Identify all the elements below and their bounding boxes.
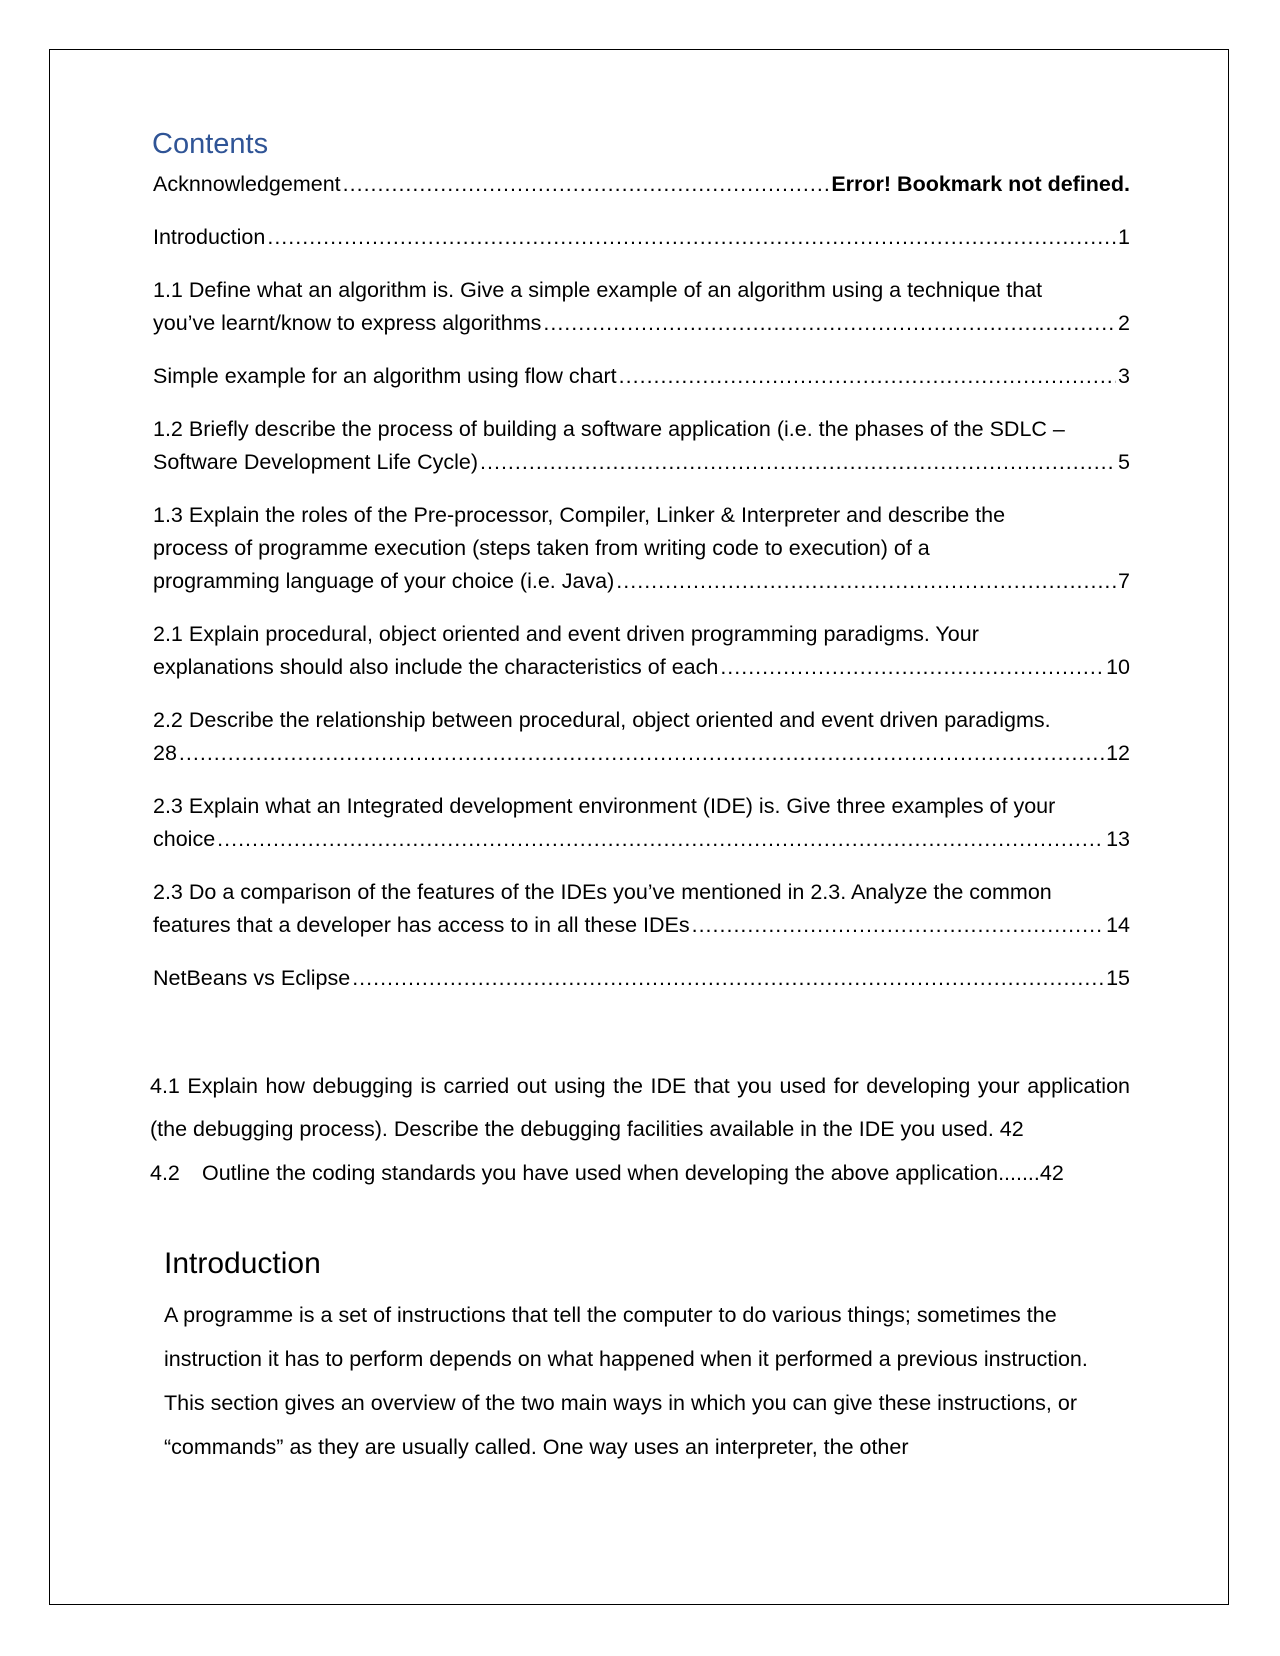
toc-entry-title: programming language of your choice (i.e. Java) [153, 569, 615, 593]
toc-entry-leader-line [153, 307, 1130, 340]
toc-entry-leader-line [153, 565, 1130, 598]
toc-entry-title: choice [153, 827, 216, 851]
toc-entry-title: you’ve learnt/know to express algorithms [153, 311, 542, 335]
toc-page-number: 2 [1118, 311, 1130, 335]
introduction-section [164, 1245, 1130, 1469]
toc-entry[interactable] [153, 962, 1130, 995]
section-4-2-line [150, 1157, 1130, 1190]
toc-entry[interactable] [153, 790, 1130, 856]
toc-entry[interactable] [153, 221, 1130, 254]
table-of-contents [150, 126, 1130, 1015]
toc-entry-leader-line [153, 823, 1130, 856]
toc-entry-leader-line [153, 168, 1130, 201]
toc-entry-title-line: 2.3 Do a comparison of the features of the IDEs you’ve mentioned in 2.3. Analyze the common [153, 880, 1052, 904]
toc-entry-title-line: 1.1 Define what an algorithm is. Give a simple example of an algorithm using a technique that [153, 278, 1043, 302]
toc-list [150, 168, 1130, 995]
toc-dot-leader [343, 168, 830, 201]
toc-page-number: 15 [1106, 966, 1130, 990]
toc-heading: Contents [152, 128, 269, 160]
toc-entry-title-line: 1.2 Briefly describe the process of building a software application (i.e. the phases of the SDLC – [153, 417, 1065, 441]
toc-page-number: 13 [1106, 827, 1130, 851]
toc-page-number: 3 [1118, 364, 1130, 388]
introduction-body: A programme is a set of instructions that tell the computer to do various things; sometimes the instruction it has to perform depends on what happened when it performed a previous instruction. This section gives an overview of the two main ways in which you can give these instructions, or “commands” as they are usually called. One way uses an interpreter, the other [164, 1303, 1088, 1459]
toc-entry[interactable] [153, 618, 1130, 684]
toc-entry-leader-line [153, 962, 1130, 995]
toc-entry-leader-line [153, 909, 1130, 942]
toc-entry-title: Acknnowledgement [153, 172, 341, 196]
toc-page-number: 7 [1118, 569, 1130, 593]
toc-entry-leader-line [153, 221, 1130, 254]
toc-entry-title: explanations should also include the characteristics of each [153, 655, 719, 679]
toc-entry-title-line: 2.3 Explain what an Integrated development environment (IDE) is. Give three examples of your [153, 794, 1056, 818]
toc-entry-leader-line [153, 446, 1130, 479]
toc-entry[interactable] [153, 704, 1130, 770]
toc-entry-title-line: 1.3 Explain the roles of the Pre-processor, Compiler, Linker & Interpreter and describe the [153, 503, 1006, 527]
toc-entry-leader-line [153, 737, 1130, 770]
toc-entry-title: Simple example for an algorithm using flow chart [153, 364, 617, 388]
toc-dot-leader [267, 221, 1116, 254]
toc-dot-leader [720, 651, 1104, 684]
toc-dot-leader [619, 360, 1116, 393]
toc-dot-leader [179, 737, 1104, 770]
toc-dot-leader [543, 307, 1116, 340]
toc-dot-leader [352, 962, 1104, 995]
toc-dot-leader [480, 446, 1116, 479]
section-4-1-paragraph: 4.1 Explain how debugging is carried out using the IDE that you used for developing your application (the debugging process). Describe the debugging facilities available in the IDE you used. 42 [150, 1074, 1130, 1141]
toc-entry-leader-line [153, 360, 1130, 393]
toc-page-number: 5 [1118, 450, 1130, 474]
toc-page-number: 10 [1106, 655, 1130, 679]
toc-entry-title-line: 2.1 Explain procedural, object oriented and event driven programming paradigms. Your [153, 622, 979, 646]
section-4-2-text: Outline the coding standards you have used when developing the above application.......42 [202, 1161, 1064, 1185]
toc-entry-title: Introduction [153, 225, 266, 249]
toc-entry[interactable] [153, 274, 1130, 340]
toc-page-number: 1 [1118, 225, 1130, 249]
toc-entry-title-line: 2.2 Describe the relationship between procedural, object oriented and event driven paradigms. [153, 708, 1051, 732]
section-4-2-number: 4.2 [150, 1161, 180, 1185]
toc-page-number: 12 [1106, 741, 1130, 765]
toc-entry-title-line: process of programme execution (steps taken from writing code to execution) of a [153, 536, 930, 560]
toc-entry[interactable] [153, 413, 1130, 479]
toc-page-number: 14 [1106, 913, 1130, 937]
toc-entry-title: features that a developer has access to in all these IDEs [153, 913, 690, 937]
toc-entry-title: Software Development Life Cycle) [153, 450, 479, 474]
toc-entry[interactable] [153, 168, 1130, 201]
toc-dot-leader [217, 823, 1104, 856]
toc-page-number: Error! Bookmark not defined. [831, 172, 1130, 196]
toc-entry[interactable] [153, 360, 1130, 393]
toc-entry-title: NetBeans vs Eclipse [153, 966, 351, 990]
toc-entry[interactable] [153, 499, 1130, 598]
toc-entry-title: 28 [153, 741, 177, 765]
section-4 [150, 1065, 1130, 1190]
toc-entry-leader-line [153, 651, 1130, 684]
toc-dot-leader [692, 909, 1104, 942]
introduction-heading: Introduction [164, 1247, 321, 1280]
toc-dot-leader [616, 565, 1116, 598]
toc-entry[interactable] [153, 876, 1130, 942]
